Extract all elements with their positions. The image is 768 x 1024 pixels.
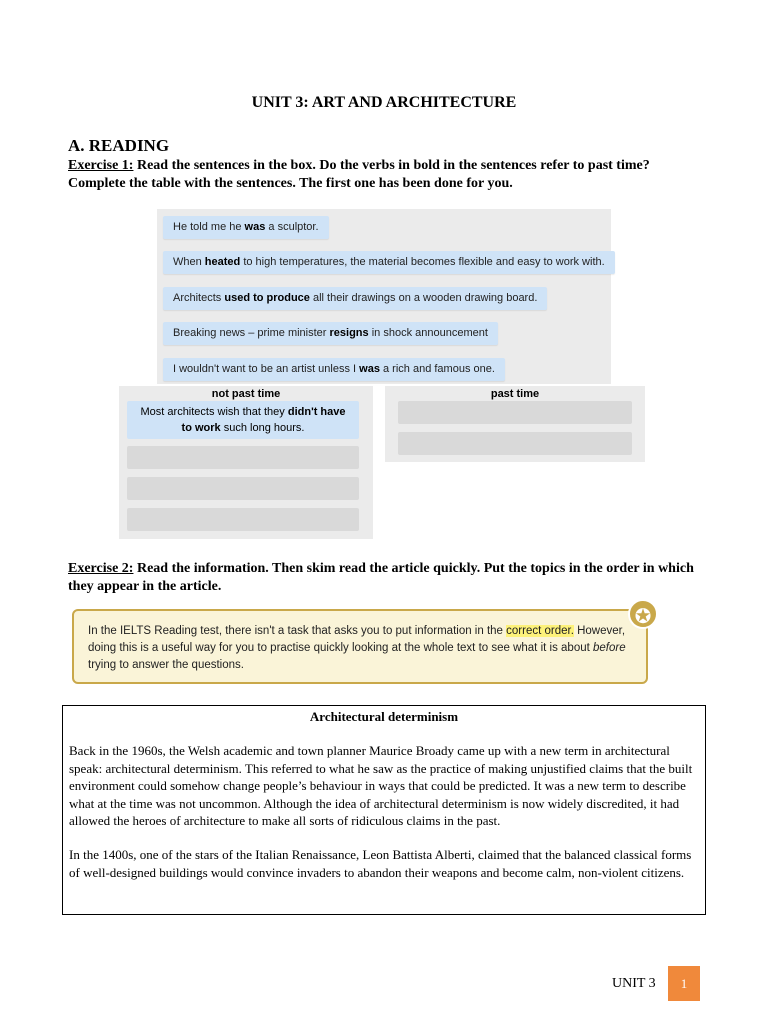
sentence-box [157,209,611,384]
star-icon: ✪ [628,599,658,629]
exercise-1-label: Exercise 1: [68,158,134,173]
exercise-2-label: Exercise 2: [68,561,134,576]
drop-slot[interactable] [127,508,359,531]
past-time-header: past time [490,388,540,400]
exercise-2-instructions [68,560,708,596]
drop-slot[interactable] [398,401,632,424]
drop-slot[interactable] [398,432,632,455]
drop-slot[interactable] [127,477,359,500]
sentence-card[interactable]: When heated to high temperatures, the material becomes flexible and easy to work with. [163,251,615,274]
exercise-1-instructions [68,157,708,193]
exercise-2-text: Read the information. Then skim read the article quickly. Put the topics in the order in which they appear in the article. [68,561,694,594]
exercise-1-text: Read the sentences in the box. Do the verbs in bold in the sentences refer to past time? Complete the table with the sentences. The first one has been done for you. [68,158,650,191]
article-title: Architectural determinism [309,709,459,724]
article-paragraph: Back in the 1960s, the Welsh academic and town planner Maurice Broady came up with a new term in architectural speak: architectural determinism. This referred to what he saw as the practice of making unjustified claims that the built environment could somehow change people’s behaviour in ways that could be predicted. It was a new term to describe what at the time was not uncommon. Although the idea of architectural determinism is now widely discredited, it had allowed the heroes of architecture to make all sorts of ridiculous claims in the past. [69,743,693,829]
not-past-time-header: not past time [211,388,281,400]
sentence-card[interactable]: Architects used to produce all their drawings on a wooden drawing board. [163,287,547,310]
unit-title: UNIT 3: ART AND ARCHITECTURE [251,94,517,111]
drop-slot[interactable] [127,446,359,469]
past-time-column[interactable] [385,386,645,462]
sentence-card[interactable]: He told me he was a sculptor. [163,216,329,239]
article-box [62,705,706,915]
sentence-card[interactable]: Breaking news – prime minister resigns in shock announcement [163,322,498,345]
example-answer-card[interactable]: Most architects wish that they didn't have to work such long hours. [127,401,359,439]
ielts-tip-box: In the IELTS Reading test, there isn't a task that asks you to put information in the correct order. However, doing this is a useful way for you to practise quickly looking at the whole text to see what it is about before trying to answer the questions. [72,609,648,684]
page-number: 1 [668,966,700,1001]
sentence-card[interactable]: I wouldn't want to be an artist unless I was a rich and famous one. [163,358,505,381]
article-paragraph: In the 1400s, one of the stars of the Italian Renaissance, Leon Battista Alberti, claimed that the balanced classical forms of well-designed buildings would convince invaders to abandon their weapons and become calm, non-violent citizens. [69,847,692,880]
highlighted-text: correct order. [506,625,574,637]
not-past-time-column[interactable] [119,386,373,539]
footer-unit-label: UNIT 3 [612,976,656,991]
section-heading: A. READING [68,136,170,155]
